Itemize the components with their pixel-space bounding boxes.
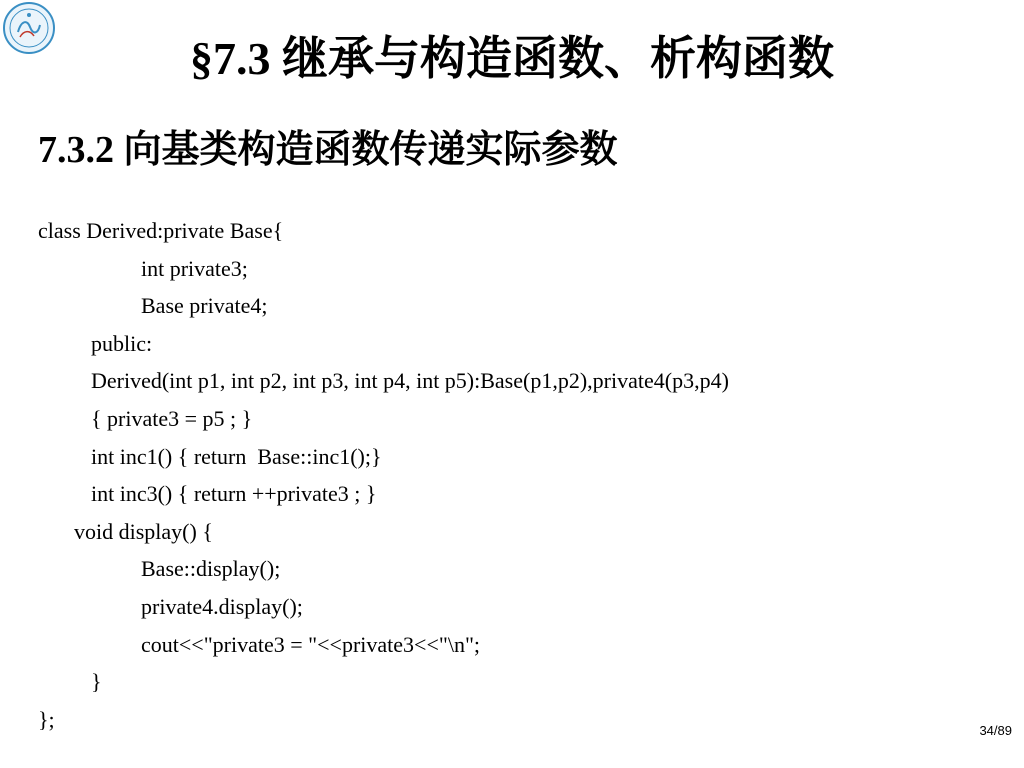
code-line: { private3 = p5 ; } (91, 405, 253, 431)
code-line: void display() { (74, 518, 213, 544)
code-line: int inc1() { return Base::inc1();} (91, 443, 382, 469)
code-line: cout<<"private3 = "<<private3<<"\n"; (141, 631, 481, 657)
slide-title: §7.3 继承与构造函数、析构函数 (190, 33, 834, 84)
code-line: Derived(int p1, int p2, int p3, int p4, int p5):Base(p1,p2),private4(p3,p4) (91, 368, 729, 394)
code-block (38, 212, 729, 738)
code-line: int inc3() { return ++private3 ; } (91, 481, 377, 507)
section-subtitle: 7.3.2 向基类构造函数传递实际参数 (38, 129, 618, 171)
code-line: Base private4; (141, 293, 268, 319)
code-line: private4.display(); (141, 593, 303, 619)
code-line: }; (38, 706, 55, 732)
code-line: Base::display(); (141, 556, 281, 582)
code-line: public: (91, 330, 153, 356)
code-line: int private3; (141, 255, 248, 281)
code-line: class Derived:private Base{ (38, 218, 284, 243)
page-number: 34/89 (979, 723, 1012, 738)
code-line: } (91, 669, 102, 695)
